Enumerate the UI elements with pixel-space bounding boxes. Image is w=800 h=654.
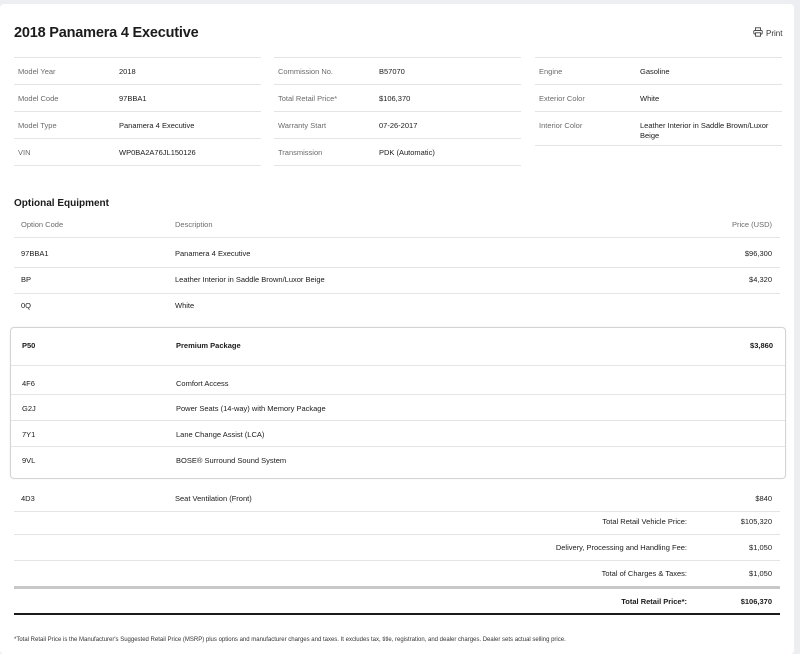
option-price: $96,300: [744, 249, 772, 258]
spec-value: Leather Interior in Saddle Brown/Luxor Beige: [640, 121, 769, 140]
spec-value: WP0BA2A76JL150126: [119, 148, 196, 157]
option-code: 0Q: [21, 301, 32, 310]
option-code: P50: [22, 341, 36, 350]
spec-value: Panamera 4 Executive: [119, 121, 195, 130]
spec-label: Transmission: [278, 148, 323, 157]
spec-value: White: [640, 94, 660, 103]
specs-column-3: [535, 57, 782, 146]
summary-total-underline: [14, 613, 780, 615]
optional-equipment-title: Optional Equipment: [14, 198, 109, 209]
summary-value: $106,370: [740, 597, 772, 606]
spec-commission-no: [274, 57, 521, 85]
option-description: Comfort Access: [176, 379, 229, 388]
spec-value: 07-26-2017: [379, 121, 418, 130]
option-description: Leather Interior in Saddle Brown/Luxor Beige: [175, 275, 325, 284]
summary-divider: [14, 560, 780, 561]
spec-value: $106,370: [379, 94, 411, 103]
package-group: [10, 327, 786, 479]
option-description: Panamera 4 Executive: [175, 249, 251, 258]
option-description: Premium Package: [176, 341, 241, 350]
table-row: [14, 482, 780, 512]
column-header-option-code: Option Code: [21, 220, 64, 229]
option-code: 9VL: [22, 456, 36, 465]
option-description: BOSE® Surround Sound System: [176, 456, 287, 465]
table-row: [14, 294, 780, 320]
spec-value: PDK (Automatic): [379, 148, 435, 157]
spec-label: Total Retail Price*: [278, 94, 338, 103]
package-item-row: [11, 395, 785, 421]
summary-label: Total Retail Price*:: [621, 597, 687, 606]
spec-engine: [535, 57, 782, 85]
summary-value: $1,050: [749, 569, 772, 578]
option-price: $4,320: [749, 275, 772, 284]
spec-total-retail-price: [274, 85, 521, 112]
spec-transmission: [274, 139, 521, 166]
spec-model-code: [14, 85, 261, 112]
table-row: [14, 268, 780, 294]
option-code: BP: [21, 275, 32, 284]
spec-value: B57070: [379, 67, 405, 76]
spec-label: Interior Color: [539, 121, 583, 130]
spec-warranty-start: [274, 112, 521, 139]
table-row: [14, 238, 780, 268]
spec-label: VIN: [18, 148, 31, 157]
price-footnote: *Total Retail Price is the Manufacturer's Suggested Retail Price (MSRP) plus options and manufacturer charges and taxes. It excludes tax, title, registration, and dealer charges. Dealer sets actual selling price.: [14, 637, 566, 643]
printer-icon: [753, 27, 763, 39]
option-code: 4F6: [22, 379, 35, 388]
summary-label: Total of Charges & Taxes:: [601, 569, 687, 578]
window-sheet: [0, 4, 794, 654]
option-code: 97BBA1: [21, 249, 49, 258]
spec-value: 97BBA1: [119, 94, 147, 103]
spec-model-year: [14, 57, 261, 85]
spec-exterior-color: [535, 85, 782, 112]
specs-column-1: [14, 57, 261, 166]
specs-column-2: [274, 57, 521, 166]
option-price: $3,860: [750, 341, 773, 350]
column-header-price: Price (USD): [731, 220, 772, 229]
summary-divider: [14, 534, 780, 535]
option-description: Seat Ventilation (Front): [175, 494, 252, 503]
spec-value: Gasoline: [640, 67, 670, 76]
summary-label: Total Retail Vehicle Price:: [602, 517, 687, 526]
spec-label: Warranty Start: [278, 121, 327, 130]
options-table-header: [14, 212, 780, 238]
summary-value: $105,320: [740, 517, 772, 526]
option-description: White: [175, 301, 195, 310]
package-row: [11, 328, 785, 366]
spec-label: Model Year: [18, 67, 56, 76]
spec-interior-color: [535, 112, 782, 146]
summary-divider-thick: [14, 586, 780, 589]
option-code: 4D3: [21, 494, 35, 503]
spec-model-type: [14, 112, 261, 139]
spec-label: Model Type: [18, 121, 57, 130]
summary-label: Delivery, Processing and Handling Fee:: [555, 543, 687, 552]
column-header-description: Description: [175, 220, 213, 229]
page-title: 2018 Panamera 4 Executive: [14, 25, 199, 41]
package-item-row: [11, 421, 785, 447]
option-description: Lane Change Assist (LCA): [176, 430, 265, 439]
spec-label: Engine: [539, 67, 563, 76]
package-item-row: [11, 447, 785, 477]
print-button[interactable]: [753, 27, 782, 39]
option-description: Power Seats (14-way) with Memory Package: [176, 404, 326, 413]
spec-vin: [14, 139, 261, 166]
summary-value: $1,050: [749, 543, 772, 552]
spec-label: Model Code: [18, 94, 59, 103]
option-code: G2J: [22, 404, 36, 413]
option-code: 7Y1: [22, 430, 36, 439]
package-item-row: [11, 366, 785, 395]
option-price: $840: [755, 494, 772, 503]
spec-label: Exterior Color: [539, 94, 585, 103]
spec-value: 2018: [119, 67, 136, 76]
spec-label: Commission No.: [278, 67, 334, 76]
print-label: Print: [766, 28, 783, 38]
